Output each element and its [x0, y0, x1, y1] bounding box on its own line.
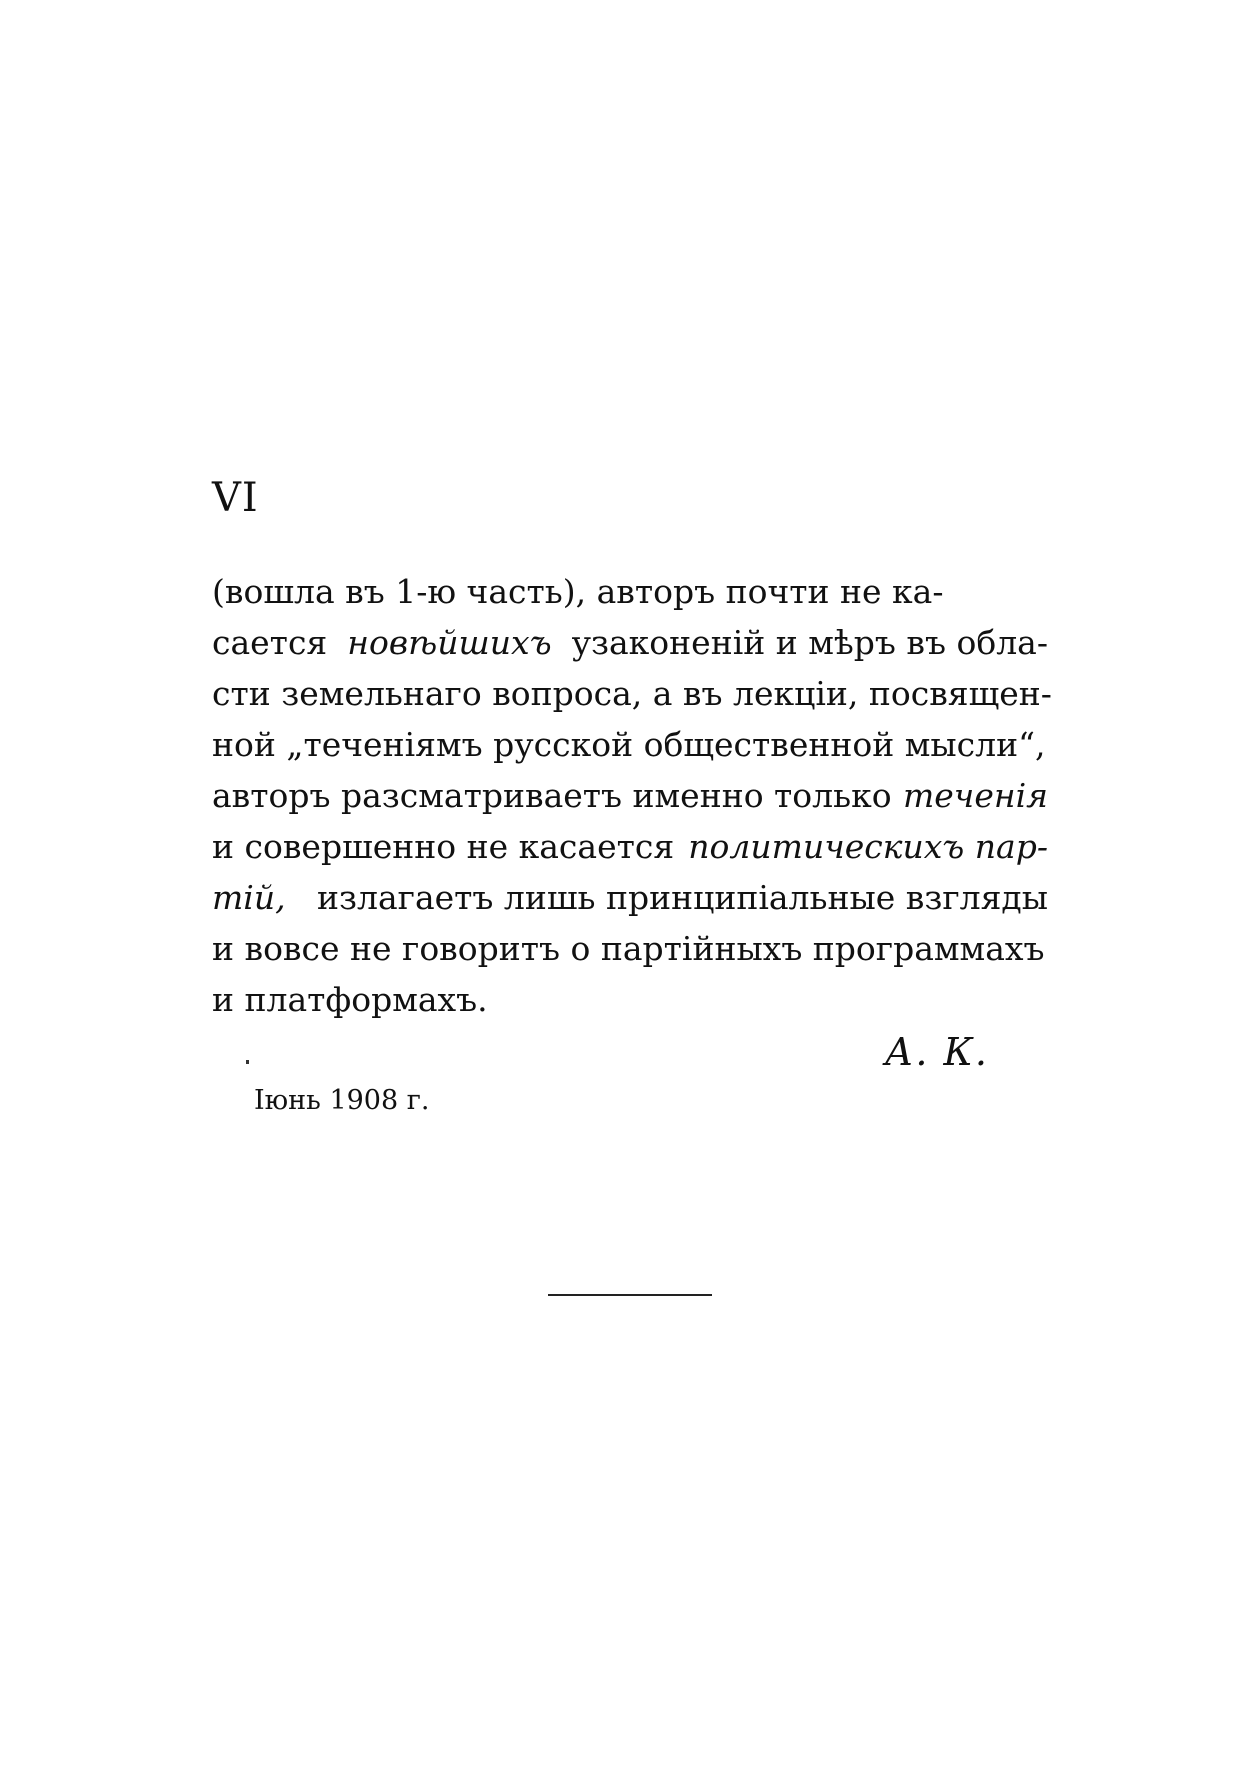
section-divider — [548, 1294, 712, 1296]
body-paragraph — [212, 566, 1052, 1025]
text-line-content: и платформахъ. — [212, 980, 488, 1019]
text-line-content: и вовсе не говоритъ о партійныхъ программахъ — [212, 929, 1045, 968]
text-line — [212, 719, 1048, 770]
date-line: Іюнь 1908 г. — [254, 1085, 430, 1116]
text-line — [212, 821, 1048, 872]
text-line-content: ной „теченіямъ русской общественной мысли“, — [212, 725, 1046, 764]
text-segment: узаконеній и мѣръ въ обла- — [571, 623, 1048, 662]
emphasized-word: политическихъ пар- — [688, 827, 1048, 866]
text-segment: авторъ разсматриваетъ именно только — [212, 776, 892, 815]
text-segment: сается — [212, 623, 328, 662]
text-segment: излагаетъ лишь принципіальные взгляды — [317, 878, 1048, 917]
text-line-content: (вошла въ 1-ю часть), авторъ почти не ка- — [212, 572, 944, 611]
text-line-content: сти земельнаго вопроса, а въ лекціи, посвящен- — [212, 674, 1052, 713]
text-line — [212, 770, 1048, 821]
emphasized-word: новѣйшихъ — [347, 623, 552, 662]
text-line — [212, 617, 1048, 668]
emphasized-word: тій, — [212, 878, 286, 917]
page-number: VI — [212, 475, 259, 521]
scan-speck — [246, 1060, 249, 1064]
text-line — [212, 974, 1048, 1025]
text-line — [212, 923, 1048, 974]
text-line — [212, 872, 1048, 923]
author-signature: А. К. — [884, 1030, 989, 1074]
text-line — [212, 566, 1048, 617]
text-line — [212, 668, 1052, 719]
emphasized-word: теченія — [902, 776, 1048, 815]
text-segment: и совершенно не касается — [212, 827, 675, 866]
